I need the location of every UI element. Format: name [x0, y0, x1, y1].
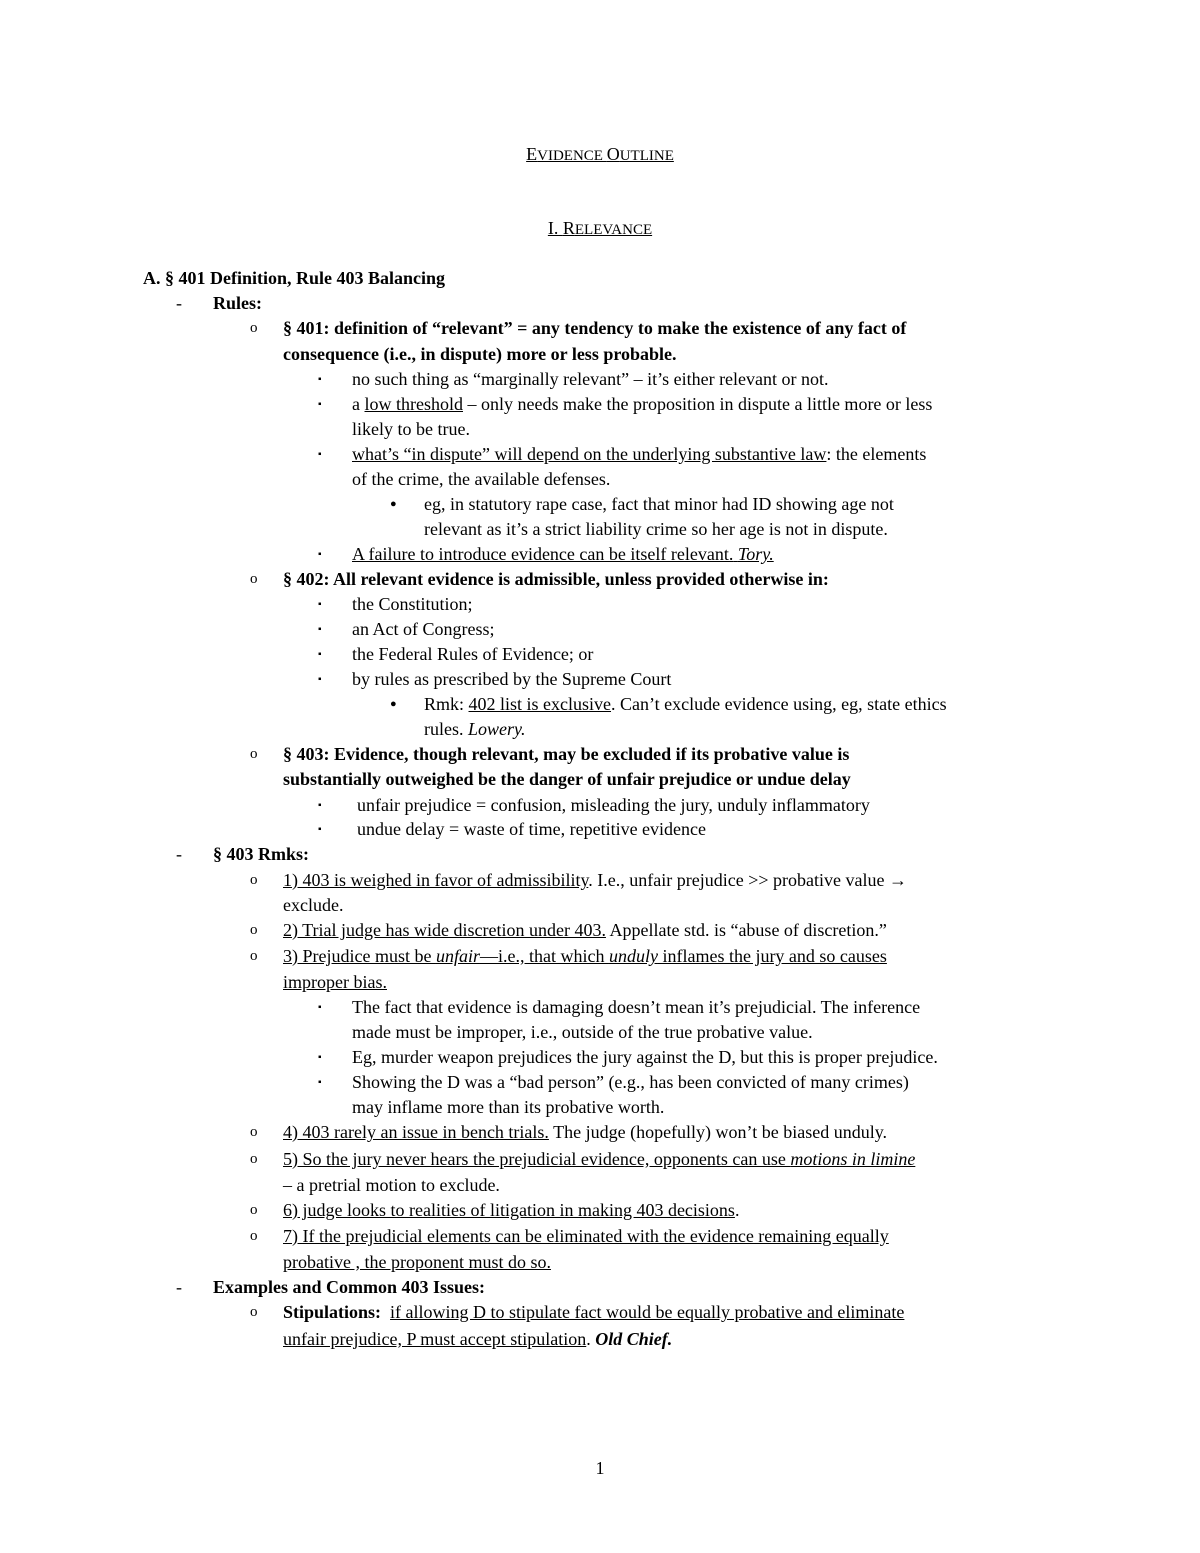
- square-bullet-icon: ▪: [318, 1002, 322, 1013]
- case-name: Old Chief.: [595, 1329, 673, 1349]
- sub-bullet-statutory: eg, in statutory rape case, fact that minor had ID showing age not: [424, 494, 894, 514]
- underlined-span: 7) If the prejudicial elements can be eliminated with the evidence remaining equally: [283, 1226, 889, 1246]
- right-arrow-icon: →: [888, 870, 907, 890]
- text-span: Appellate std. is “abuse of discretion.”: [605, 920, 887, 940]
- text-span: A failure to introduce evidence can be itself relevant.: [352, 544, 734, 564]
- underlined-span: 1) 403 is weighed in favor of admissibility: [283, 870, 589, 890]
- square-bullet-icon: ▪: [318, 549, 322, 560]
- rmks-label-text: § 403 Rmks:: [213, 844, 310, 864]
- title-rest-2: UTLINE: [619, 148, 674, 164]
- list-402-item: the Federal Rules of Evidence; or: [352, 644, 594, 664]
- underlined-span: improper bias.: [283, 972, 387, 992]
- bullet-marginal: no such thing as “marginally relevant” – it’s either relevant or not.: [352, 369, 829, 389]
- o-marker: o: [250, 746, 258, 762]
- text-span: .: [734, 1200, 740, 1220]
- rule-403-text-2: substantially outweighed be the danger of unfair prejudice or undue delay: [283, 769, 851, 789]
- list-403-item: unfair prejudice = confusion, misleading the jury, unduly inflammatory: [357, 795, 870, 815]
- rmk-5: [283, 1147, 915, 1172]
- rmk-3-sub-1: The fact that evidence is damaging doesn’t mean it’s prejudicial. The inference: [352, 997, 921, 1017]
- text-span: – only needs make the proposition in dispute a little more or less: [463, 394, 933, 414]
- rmk-1: [283, 868, 907, 893]
- o-marker: o: [250, 1304, 258, 1320]
- stipulations: [283, 1300, 904, 1325]
- bullet-failure: [352, 542, 774, 567]
- heading-a-text: A. § 401 Definition, Rule 403 Balancing: [143, 268, 446, 288]
- rule-403-line-1: [283, 742, 849, 767]
- rule-403-line-2: [283, 767, 851, 792]
- o-marker: o: [250, 922, 258, 938]
- rmk-3-sub-1-cont: made must be improper, i.e., outside of the true probative value.: [352, 1022, 813, 1042]
- o-marker: o: [250, 1202, 258, 1218]
- underlined-span: probative , the proponent must do so.: [283, 1252, 551, 1272]
- section-rest: ELEVANCE: [574, 222, 653, 238]
- square-bullet-icon: ▪: [318, 649, 322, 660]
- section-heading: [0, 218, 1200, 239]
- square-bullet-icon: ▪: [318, 1077, 322, 1088]
- rules-label-text: Rules:: [213, 293, 262, 313]
- list-402-item: an Act of Congress;: [352, 619, 495, 639]
- examples-label: [213, 1275, 485, 1300]
- rule-401-text-1: § 401: definition of “relevant” = any tendency to make the existence of any fact of: [283, 318, 907, 338]
- round-bullet-icon: ●: [390, 498, 397, 510]
- bullet-threshold-cont: likely to be true.: [352, 419, 470, 439]
- underlined-span: low threshold: [364, 394, 463, 414]
- italic-span: motions in limine: [790, 1149, 916, 1169]
- rmk-4: [283, 1120, 887, 1145]
- underlined-span: [283, 946, 887, 966]
- o-marker: o: [250, 1151, 258, 1167]
- rmk-3-sub-3: Showing the D was a “bad person” (e.g., has been convicted of many crimes): [352, 1072, 909, 1092]
- rmks-label: [213, 842, 309, 867]
- bullet-in-dispute: [352, 442, 926, 467]
- text-span: .: [586, 1329, 596, 1349]
- rmk-3: [283, 944, 887, 969]
- stipulations-cont: [283, 1327, 672, 1352]
- text-span: 5) So the jury never hears the prejudicial evidence, opponents can use: [283, 1149, 791, 1169]
- rmk-7-cont: [283, 1250, 551, 1275]
- underlined-span: unfair prejudice, P must accept stipulation: [283, 1329, 587, 1349]
- dash-marker: -: [176, 293, 182, 313]
- rule-401-line-2: [283, 342, 677, 367]
- italic-span: unduly: [608, 946, 658, 966]
- text-span: : the elements: [826, 444, 927, 464]
- text-span: inflames the jury and so causes: [657, 946, 887, 966]
- title-initial-2: O: [606, 144, 620, 164]
- section-number: I.: [547, 218, 563, 238]
- dash-marker: -: [176, 844, 182, 864]
- list-403-item: undue delay = waste of time, repetitive evidence: [357, 819, 707, 839]
- round-bullet-icon: ●: [390, 698, 397, 710]
- square-bullet-icon: ▪: [318, 399, 322, 410]
- text-span: . Can’t exclude evidence using, eg, state ethics: [611, 694, 947, 714]
- text-span: rules.: [424, 719, 468, 739]
- text-span: 3) Prejudice must be: [283, 946, 436, 966]
- square-bullet-icon: ▪: [318, 449, 322, 460]
- o-marker: o: [250, 948, 258, 964]
- underlined-span: if allowing D to stipulate fact would be equally probative and eliminate: [390, 1302, 905, 1322]
- o-marker: o: [250, 1124, 258, 1140]
- o-marker: o: [250, 571, 258, 587]
- text-span: The judge (hopefully) won’t be biased unduly.: [548, 1122, 888, 1142]
- rule-403-text-1: § 403: Evidence, though relevant, may be excluded if its probative value is: [283, 744, 850, 764]
- rmk-6: [283, 1198, 739, 1223]
- document-title: [0, 144, 1200, 165]
- square-bullet-icon: ▪: [318, 824, 322, 835]
- sub-bullet-statutory-cont: relevant as it’s a strict liability crime so her age is not in dispute.: [424, 519, 888, 539]
- rmk-2: [283, 918, 887, 943]
- rule-402-line: [283, 567, 829, 592]
- rmk-7: [283, 1224, 889, 1249]
- page-number: 1: [595, 1458, 605, 1478]
- bold-label: Stipulations:: [283, 1302, 382, 1322]
- heading-a: [143, 266, 445, 291]
- text-span: —i.e., that which: [479, 946, 609, 966]
- rmk-1-cont: exclude.: [283, 895, 344, 915]
- text-span: . I.e., unfair prejudice >> probative value: [588, 870, 889, 890]
- text-span: Rmk:: [424, 694, 469, 714]
- text-span: a: [352, 394, 365, 414]
- sub-bullet-rmk: [424, 692, 947, 717]
- sub-bullet-rmk-cont: [424, 717, 526, 742]
- title-initial: E: [526, 144, 538, 164]
- rmk-5-cont: – a pretrial motion to exclude.: [283, 1175, 500, 1195]
- examples-label-text: Examples and Common 403 Issues:: [213, 1277, 486, 1297]
- rmk-3-sub-2: Eg, murder weapon prejudices the jury against the D, but this is proper prejudice.: [352, 1047, 938, 1067]
- o-marker: o: [250, 1228, 258, 1244]
- square-bullet-icon: ▪: [318, 1052, 322, 1063]
- list-402-item: by rules as prescribed by the Supreme Court: [352, 669, 672, 689]
- rules-label: [213, 291, 262, 316]
- square-bullet-icon: ▪: [318, 800, 322, 811]
- square-bullet-icon: ▪: [318, 624, 322, 635]
- bullet-threshold: [352, 392, 932, 417]
- bullet-in-dispute-cont: of the crime, the available defenses.: [352, 469, 611, 489]
- dash-marker: -: [176, 1277, 182, 1297]
- square-bullet-icon: ▪: [318, 374, 322, 385]
- case-name: Tory.: [737, 544, 774, 564]
- underlined-span: [352, 544, 774, 564]
- case-name: Lowery.: [468, 719, 526, 739]
- italic-span: unfair: [435, 946, 480, 966]
- underlined-span: 4) 403 rarely an issue in bench trials.: [283, 1122, 549, 1142]
- rule-401-line-1: [283, 316, 906, 341]
- square-bullet-icon: ▪: [318, 674, 322, 685]
- rule-401-text-2: consequence (i.e., in dispute) more or less probable.: [283, 344, 677, 364]
- section-initial: R: [562, 218, 575, 238]
- underlined-span: 6) judge looks to realities of litigation in making 403 decisions: [283, 1200, 735, 1220]
- rule-402-text: § 402: All relevant evidence is admissible, unless provided otherwise in:: [283, 569, 829, 589]
- underlined-span: 402 list is exclusive: [468, 694, 612, 714]
- underlined-span: 2) Trial judge has wide discretion under 403.: [283, 920, 606, 940]
- o-marker: o: [250, 872, 258, 888]
- underlined-span: [283, 1149, 915, 1169]
- title-rest: VIDENCE: [537, 148, 607, 164]
- square-bullet-icon: ▪: [318, 599, 322, 610]
- o-marker: o: [250, 320, 258, 336]
- rmk-3-sub-3-cont: may inflame more than its probative worth.: [352, 1097, 665, 1117]
- rmk-3-cont: [283, 970, 387, 995]
- list-402-item: the Constitution;: [352, 594, 473, 614]
- underlined-span: what’s “in dispute” will depend on the underlying substantive law: [352, 444, 827, 464]
